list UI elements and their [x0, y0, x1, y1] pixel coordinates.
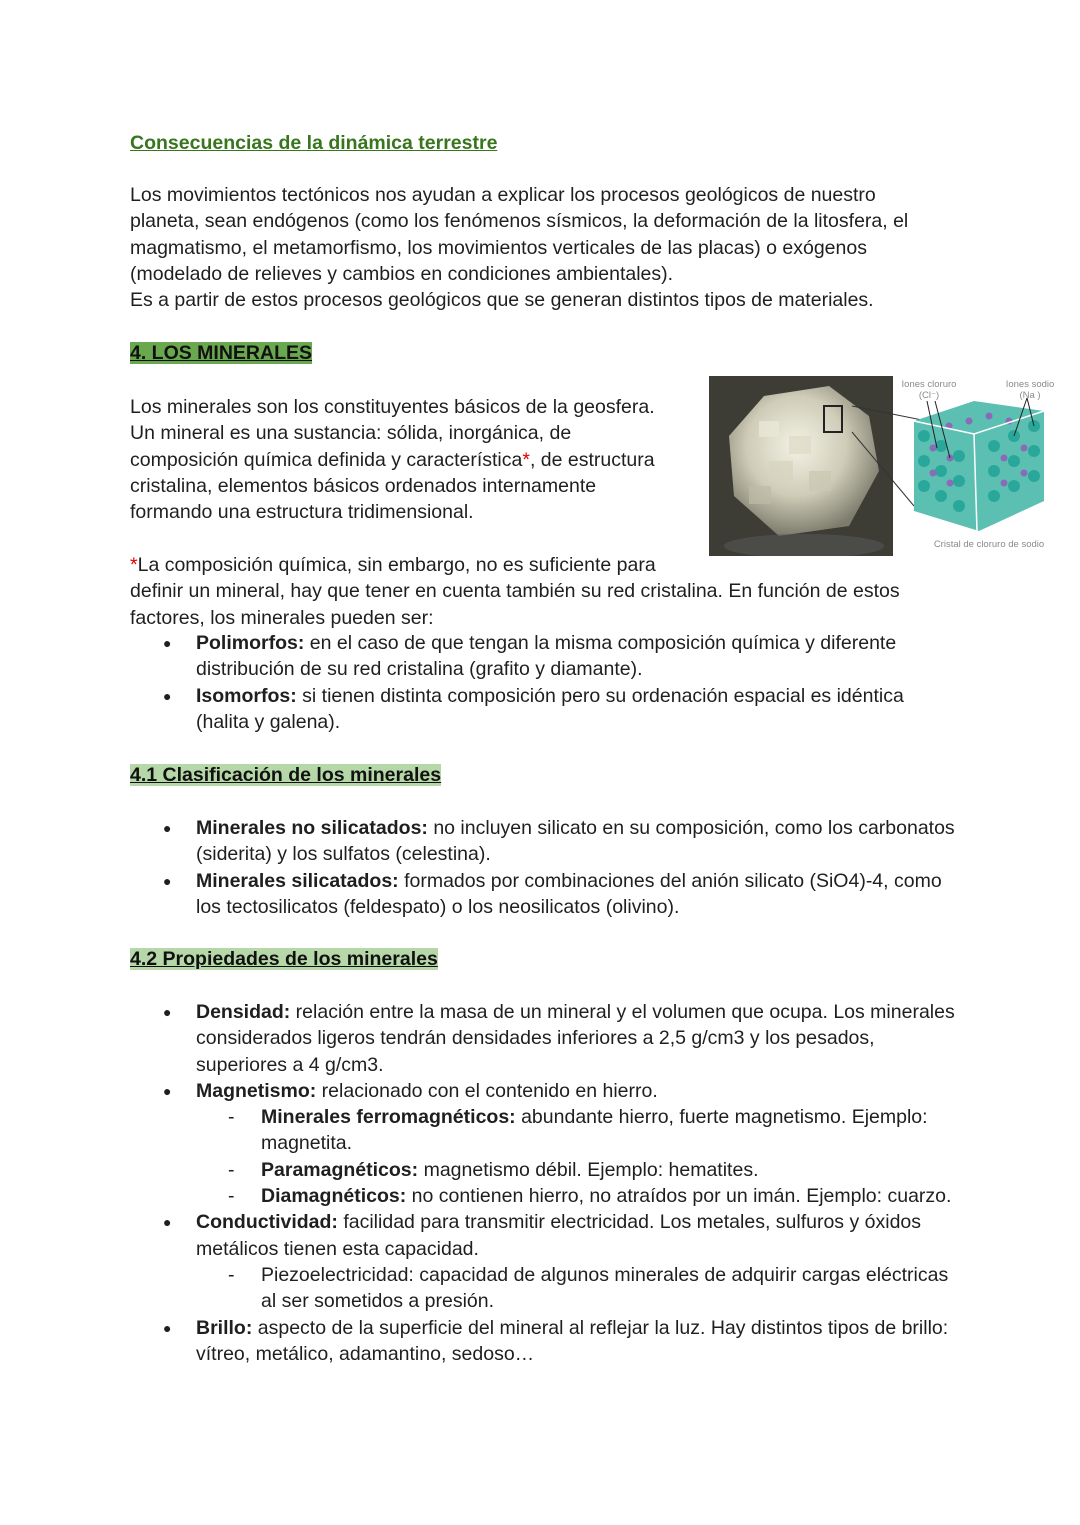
sublist-item [195, 1183, 960, 1209]
item-text: relación entre la masa de un mineral y el volumen que ocupa. Los minerales considerados ligeros tendrán densidades inferiores a 2,5 g/cm3 y los pesados, superiores a 4 g/cm3. [196, 1001, 955, 1076]
intro-line: magmatismo, el metamorfismo, los movimientos verticales de las placas) o exógenos [130, 236, 867, 259]
intro-line: Los movimientos tectónicos nos ayudan a explicar los procesos geológicos de nuestro [130, 184, 876, 206]
list-item-conductivity [130, 1209, 960, 1314]
item-text: magnetismo débil. Ejemplo: hematites. [418, 1158, 759, 1181]
item-text: en el caso de que tengan la misma composición química y diferente distribución de su red cristalina (grafito y diamante). [196, 632, 897, 681]
label-text: Iones sodio [1005, 379, 1055, 390]
list-item [130, 683, 960, 736]
definition-line: Los minerales son los constituyentes básicos de la geosfera. [130, 396, 655, 418]
item-text: facilidad para transmitir electricidad. Los metales, sulfuros y óxidos metálicos tienen esta capacidad. [196, 1211, 922, 1260]
section-heading-classification [130, 762, 441, 788]
intro-paragraph [130, 182, 908, 313]
term-magnetism: Magnetismo: [196, 1079, 317, 1102]
term-paramagnetic: Paramagnéticos: [261, 1158, 419, 1181]
list-item [130, 630, 960, 683]
label-text: (Cl⁻) [918, 390, 940, 401]
lattice-diagram [709, 376, 1061, 556]
list-item-magnetism [130, 1078, 960, 1209]
sublist-item [195, 1157, 960, 1183]
section-title-dynamics: Consecuencias de la dinámica terrestre [130, 132, 498, 154]
sodium-chloride-figure [709, 376, 1061, 556]
note-line [130, 552, 960, 578]
section-heading-minerals [130, 340, 312, 366]
definition-text: composición química definida y característica [130, 448, 523, 471]
definition-line: formando una estructura tridimensional. [130, 501, 474, 524]
classification-list [130, 815, 960, 920]
term-isomorphs: Isomorfos: [196, 684, 297, 707]
term-non-silicates: Minerales no silicatados: [196, 817, 428, 839]
label-sodium-ions [999, 379, 1061, 401]
term-conductivity: Conductividad: [196, 1211, 338, 1234]
item-text: abundante hierro, fuerte magnetismo. Ejemplo: magnetita. [261, 1106, 928, 1155]
label-chloride-ions [896, 379, 962, 401]
heading-text: 4.1 Clasificación de los minerales [130, 764, 442, 786]
note-line: factores, los minerales pueden ser: [130, 606, 434, 629]
magnetism-sublist [196, 1104, 960, 1209]
intro-line: Es a partir de estos procesos geológicos que se generan distintos tipos de materiales. [130, 289, 874, 312]
section-heading-properties [130, 946, 438, 972]
item-text: aspecto de la superficie del mineral al reflejar la luz. Hay distintos tipos de brillo: vítreo, metálico, adamantino, sedoso… [196, 1316, 949, 1365]
item-text: formados por combinaciones del anión silicato (SiO4)-4, como los tectosilicatos (feldespato) o los neosilicatos (olivino). [196, 869, 942, 918]
heading-text: 4. LOS MINERALES [130, 342, 313, 364]
term-brightness: Brillo: [196, 1316, 253, 1339]
asterisk-mark: * [130, 554, 138, 576]
item-text: no incluyen silicato en su composición, como los carbonatos (siderita) y los sulfatos (celestina). [196, 817, 955, 866]
minerals-definition [130, 394, 690, 525]
definition-line: cristalina, elementos básicos ordenados internamente [130, 474, 597, 497]
properties-list [130, 999, 960, 1367]
list-item [130, 868, 960, 921]
definition-text: , de estructura [529, 448, 655, 471]
label-text: (Na ) [1019, 390, 1041, 401]
item-text: si tienen distinta composición pero su ordenación espacial es idéntica (halita y galena). [196, 684, 904, 733]
label-text: Iones cloruro [901, 379, 957, 390]
item-text: relacionado con el contenido en hierro. [316, 1079, 658, 1102]
figure-caption: Cristal de cloruro de sodio [933, 539, 1045, 550]
list-item-brightness [130, 1315, 960, 1368]
list-item-density [130, 999, 960, 1078]
list-item [130, 815, 960, 868]
mineral-types-list [130, 630, 960, 735]
term-density: Densidad: [196, 1001, 291, 1023]
term-ferromagnetic: Minerales ferromagnéticos: [261, 1106, 516, 1129]
term-silicates: Minerales silicatados: [196, 869, 399, 892]
crystal-note [130, 552, 960, 631]
sublist-item: - Piezoelectricidad: capacidad de algunos minerales de adquirir cargas eléctricas al ser sometidos a presión. [195, 1262, 960, 1315]
sublist-item [195, 1104, 960, 1157]
term-polymorphs: Polimorfos: [196, 632, 305, 654]
asterisk-mark: * [522, 448, 530, 471]
note-text: La composición química, sin embargo, no es suficiente para [137, 554, 656, 576]
definition-line: Un mineral es una sustancia: sólida, inorgánica, de [130, 422, 572, 445]
note-line: definir un mineral, hay que tener en cuenta también su red cristalina. En función de estos [130, 580, 900, 603]
item-text: no contienen hierro, no atraídos por un imán. Ejemplo: cuarzo. [406, 1185, 952, 1208]
definition-line [130, 447, 690, 473]
intro-line: planeta, sean endógenos (como los fenómenos sísmicos, la deformación de la litosfera, el [130, 210, 909, 233]
heading-text: 4.2 Propiedades de los minerales [130, 948, 438, 970]
term-diamagnetic: Diamagnéticos: [261, 1185, 407, 1208]
intro-line: (modelado de relieves y cambios en condiciones ambientales). [130, 262, 674, 285]
conductivity-sublist [196, 1262, 960, 1315]
